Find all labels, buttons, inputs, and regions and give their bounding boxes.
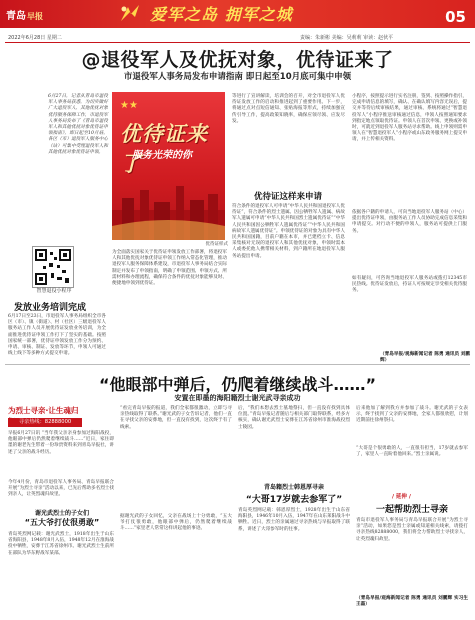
- second-col2-body: “看完青岛早报的报道，我们全家都很激动，立即与寻亲热线取得了联系。”谢光武的子女告诉记者，他们一直在寻找父亲的安葬地，但一直没有找到，这次终于有了线索。: [120, 406, 232, 430]
- second-col2-body2: 据谢光武的子女回忆，父亲在战场上十分勇敢，“五大爷打仗很勇敢，他眼部中弹后，仍然爬着继续战斗……”家里老人常常这样讲起他的事迹。: [120, 514, 232, 532]
- second-headline: “他眼部中弹后，仍爬着继续战斗……”: [98, 375, 377, 394]
- qr-caption: 智慧退役小程序: [36, 288, 72, 294]
- second-reporter: （青岛早报/观海新闻记者 陈勇 通讯员 刘鹏辉 实习生 王磊）: [356, 596, 468, 608]
- second-subhead: 安置在即墨的海阳籍烈士谢光武寻亲成功: [174, 394, 301, 402]
- second-col3-body: 后，“我们本想去烈士墓地祭扫，但一直没有找到具体位置。”青岛早报记者随后与相关部门取得联系，经多方核实，确认谢光武烈士安葬在江苏省徐州市淮海战役烈士陵园。: [238, 406, 350, 430]
- section2-body: 符合条件的退役军人可申请“中华人民共和国退役军人优待证”，符合条件的烈士遗属、因公牺牲军人遗属、病故军人遗属可申请“中华人民共和国烈士遗属优待证”“中华人民共和国因公牺牲军人遗属优待证”“中华人民共和国病故军人遗属优待证”。申领优待证的对象为具有中华人民共和国国籍，目前户籍在本市，并已建档立卡、信息采集核对无误的退役军人和其他优抚对象，申领时需本人或委托他人携带相关材料，到户籍所在地退役军人服务站提出申请。: [232, 204, 345, 259]
- page-number: 05: [445, 8, 466, 26]
- skyline-icon: [112, 180, 225, 240]
- box2-title-1: 青岛籍烈士韩恩厚寻亲: [263, 484, 324, 491]
- star-icon: ★★: [120, 100, 138, 111]
- lead-intro: 6月27日，记者从青岛市退役军人事务局获悉，为切实做好广大退役军人、其他优抚对象优待服务保障工作，市退役军人事务局发布了《青岛市退役军人和其他优抚对象优待证申领指南》，即日起至10月底，各区（市）退役军人服务中心（站）可集中受理退役军人和其他优抚对象优待证申领。: [48, 94, 108, 155]
- extension-tag: / 延伸 /: [392, 494, 411, 500]
- editor-credits: 责编：朱新彬 美编：吴莉莉 审读：赵伙平: [300, 35, 394, 41]
- poster-subtitle: 服务光荣的你: [132, 150, 192, 161]
- lead-col4-body2: 依据各户籍的申请人，可向当地退役军人服务站（中心）提出优待证申领，由服务站工作人员协助完成信息采集和申请提交。对行动不便的申领人，服务站可提供上门服务。: [352, 210, 467, 234]
- second-col3-body2: 青岛英烈网记载：韩恩厚烈士，1928年出生于山东省海阳县，1946年10月入伍，1947年在山东莱阳战斗中牺牲。近日，烈士的亲属通过寻亲热线与早报取得了联系，讲述了大哥参军时的往事。: [238, 508, 350, 532]
- newspaper-logo: 青岛早报: [6, 11, 43, 22]
- poster-title: 优待证来了: [120, 122, 208, 176]
- lead-headline: @退役军人及优抚对象，优待证来了: [81, 49, 394, 71]
- box2-title-2: “大哥17岁就去参军了”: [245, 495, 343, 505]
- lead-col4-body: 小程序，按照提示进行实名注册，签到、按照操作指引，完成申请信息的填写，确认、在确认填写内容无误后，提交并等待后续审核结果，通过审核、系统将通过“智慧退役军人”小程序推送审核通过信息，申领人按照通知要求到指定地点领取优待证。申领人在首次申领、更换或补领时，可就近到退役军人服务站寻求帮助。线上申领则需申领人在“智慧退役军人”小程序或山东政务服务网上提交申请，并上传相关资料。: [352, 94, 467, 143]
- poster-caption: 优待证样式: [205, 242, 228, 247]
- extension-title: 一起帮助烈士寻亲: [375, 505, 448, 515]
- box1-title-1: 谢光武烈士的子女们: [34, 510, 89, 517]
- ribbon-icon: [118, 3, 142, 25]
- second-col4-body2: “大哥是个很勇敢的人，一直很有担当，17岁就去参军了，家里人一直盼着他回来。”烈士亲属说。: [356, 446, 468, 458]
- lead-subhead: 市退役军人事务局发布申请指南 即日起至10月底可集中申领: [123, 72, 352, 82]
- second-col1-body3: 青岛英烈网记载：谢光武烈士，1918年出生于山东省海阳县，1948年8月入伍，1948年12月在淮海战役中牺牲，安葬于江苏省徐州市。谢光武烈士生前所在部队为华东野战军某部。: [8, 532, 114, 556]
- campaign-title: 为烈士寻亲·让生魂归: [8, 406, 79, 415]
- section2-title: 优待证这样来申请: [254, 192, 323, 202]
- second-col4-body3: 青岛市退役军人事务局与青岛早报联合开展“为烈士寻亲”活动，如果您是烈士亲属或知道相关线索，请拨打寻亲热线82888000，我们将全力帮助烈士寻找亲人，让英烈魂归故里。: [356, 518, 468, 542]
- lead-col3-body: 等进行了宣讲解读，培训会的召开，对全市退役军人优待证发放工作的启动和推进起到了重要作用。下一步，将通过点对点短信通知、张贴海报等形式，持续加强宣传引导工作，提高政策知晓率，确保应领尽领、应发尽发。: [232, 94, 345, 124]
- box1-title-2: “五大爷打仗很勇敢”: [24, 518, 100, 527]
- second-col4-body: 后来他加了解到我方并参加了战斗。谢光武的子女表示，终于找到了父亲的安葬地，全家人都很欣慰，计划近期前往徐州祭扫。: [356, 406, 468, 424]
- certificate-poster: [112, 92, 225, 240]
- header-rule: [5, 42, 470, 43]
- second-col1-body: 早报6月27日讯 “当年我父亲亲身参加过海阳战役，他眼部中弹后仍然爬着继续战斗……”近日，家住即墨的谢老先生带着一份珍贵资料来到青岛早报社，讲述了父亲的战斗经历。: [8, 431, 114, 455]
- qr-code-icon: [32, 246, 74, 288]
- second-col1-body2: 今年4月份，青岛市退役军人事务局、青岛早报联合开展“为烈士寻亲”活动以来，已先后帮助多名烈士找到亲人，让英烈魂归故里。: [8, 480, 114, 498]
- lead-reporter: （青岛早报/观海新闻记者 陈勇 通讯员 刘鹏辉）: [380, 352, 470, 364]
- section1-body: 6月17日至23日，市退役军人事务局组织全市各区（市）、镇（街道）、村（社区）三级退役军人服务站工作人员开展优待证发放业务培训，为全面推进优待证申领工作打下了坚实的基础。按照国家统一部署，优待证申领发放工作分为预约、申请、审核、制证、发放等环节，申领人可通过线上线下等多种方式提交申请。: [8, 314, 106, 357]
- issue-date: 2022年6月28日 星期二: [8, 35, 62, 41]
- section1-title: 发放业务培训完成: [14, 303, 87, 313]
- section-divider: [5, 364, 470, 365]
- hotline-badge: 寻亲热线：82888000: [8, 418, 82, 427]
- section-banner: 爱军之岛 拥军之城: [150, 5, 293, 24]
- lead-col4-body3: 如有疑问，可咨询当地退役军人服务站或拨打12345市民热线。优待证发放后，持证人可按规定享受相关优待服务。: [352, 276, 467, 294]
- lead-col2-body: 为全面落实国家关于优待证申领发放工作部署，将退役军人和其他优抚对象优待证申领工作纳入常态化管理，推动退役军人服务保障体系建设，市退役军人事务局结合实际制定并发布了申领指南，明确了申领范围、申领方式、所需材料和办理流程，确保符合条件的优抚对象能够及时、便捷地申领到优待证。: [112, 250, 227, 287]
